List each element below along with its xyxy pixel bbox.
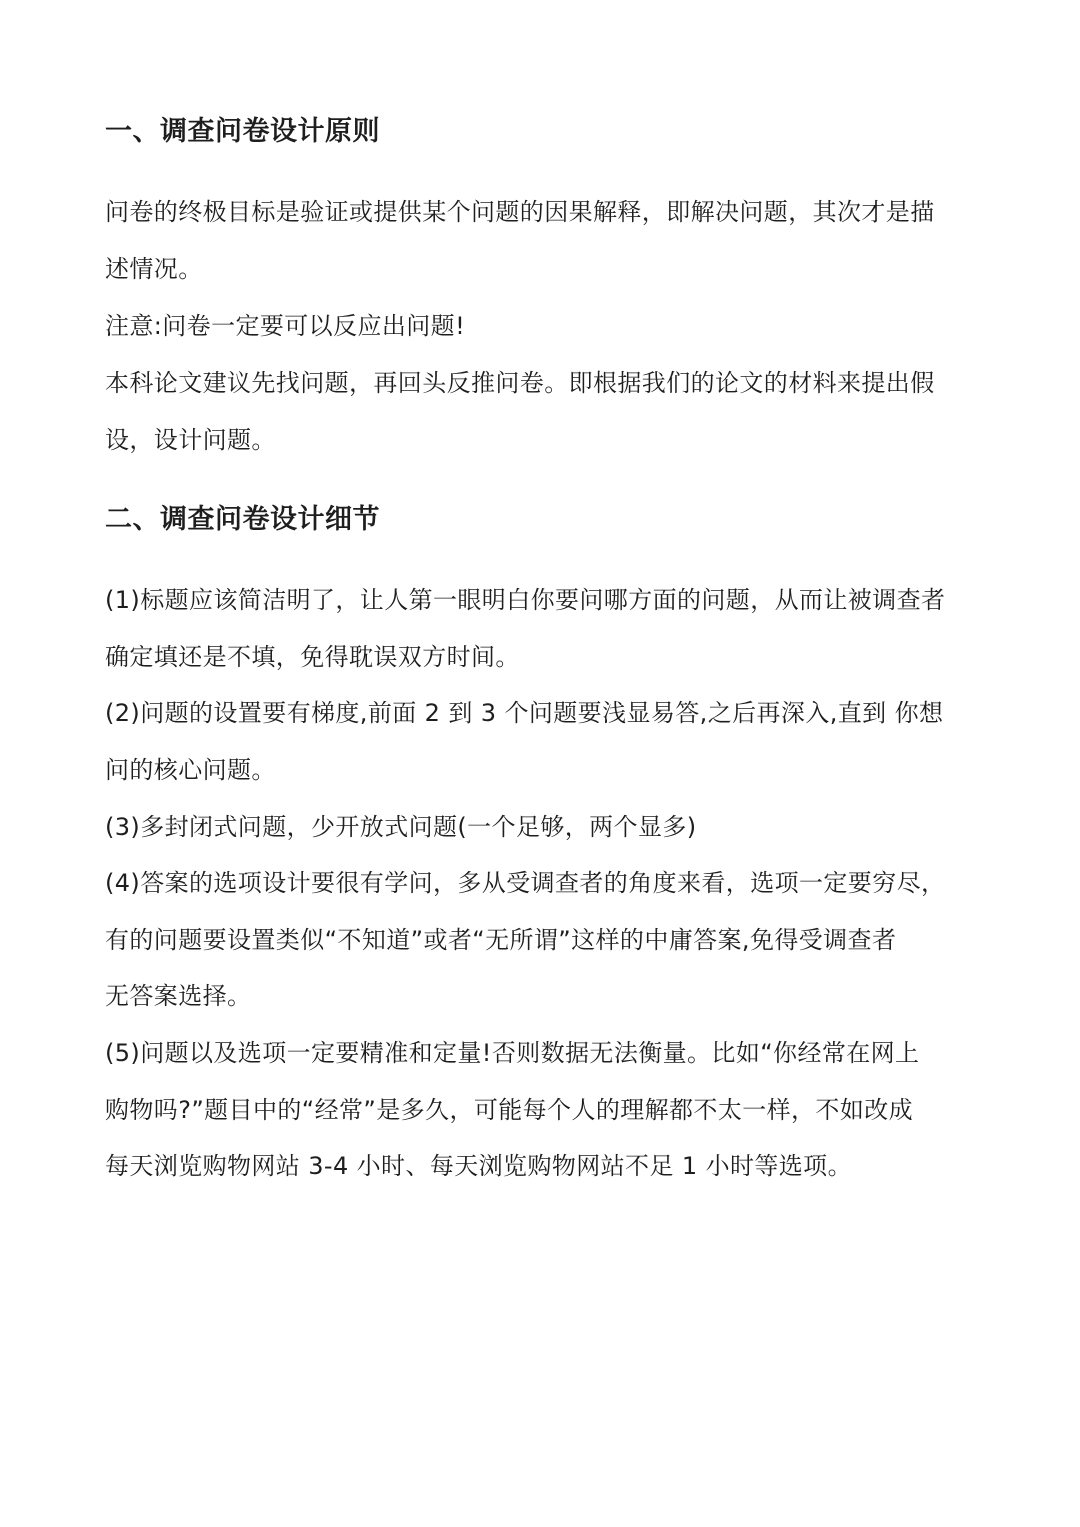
paragraph-line: (5)问题以及选项一定要精准和定量!否则数据无法衡量。比如“你经常在网上 xyxy=(105,1039,920,1067)
paragraph-line: (4)答案的选项设计要很有学问，多从受调查者的角度来看，选项一定要穷尽， xyxy=(105,869,946,897)
paragraph-line: 购物吗?”题目中的“经常”是多久，可能每个人的理解都不太一样，不如改成 xyxy=(105,1096,914,1124)
paragraph-line: 确定填还是不填，免得耽误双方时间。 xyxy=(105,643,520,671)
paragraph-line: 述情况。 xyxy=(105,255,203,283)
paragraph-line: 无答案选择。 xyxy=(105,982,252,1010)
paragraph-line: 本科论文建议先找问题，再回头反推问卷。即根据我们的论文的材料来提出假 xyxy=(105,369,935,397)
paragraph-line: 问卷的终极目标是验证或提供某个问题的因果解释，即解决问题，其次才是描 xyxy=(105,198,935,226)
paragraph-line: (2)问题的设置要有梯度,前面 2 到 3 个问题要浅显易答,之后再深入,直到 你想 xyxy=(105,699,944,727)
paragraph-line: 问的核心问题。 xyxy=(105,756,276,784)
paragraph-line: 注意:问卷一定要可以反应出问题! xyxy=(105,312,466,340)
paragraph-line: 设，设计问题。 xyxy=(105,426,276,454)
paragraph-line: 有的问题要设置类似“不知道”或者“无所谓”这样的中庸答案,免得受调查者 xyxy=(105,926,897,954)
paragraph-line: 每天浏览购物网站 3-4 小时、每天浏览购物网站不足 1 小时等选项。 xyxy=(105,1152,852,1180)
section-heading-principles: 一、调查问卷设计原则 xyxy=(105,116,380,147)
section-heading-details: 二、调查问卷设计细节 xyxy=(105,504,380,535)
paragraph-line: (1)标题应该简洁明了，让人第一眼明白你要问哪方面的问题，从而让被调查者 xyxy=(105,586,946,614)
paragraph-line: (3)多封闭式问题，少开放式问题(一个足够，两个显多) xyxy=(105,813,697,841)
